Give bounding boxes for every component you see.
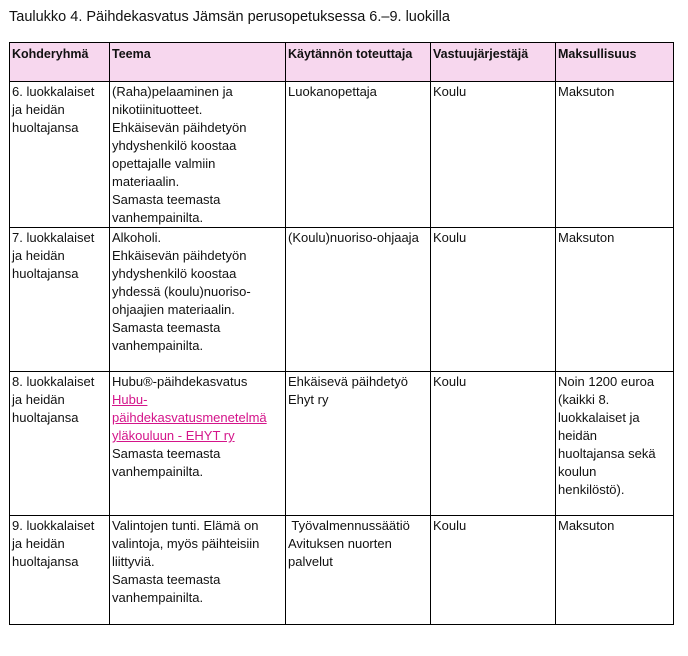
cell-line: Ehyt ry [288,392,329,407]
cell-line: koulun [558,464,597,479]
cell-organizer: Koulu [431,372,556,516]
cell-line: Alkoholi. [112,230,162,245]
cell-line: yhdyshenkilö koostaa [112,266,237,281]
cell-implementer [286,372,431,516]
cell-line: Samasta teemasta [112,572,221,587]
cell-line: luokkalaiset ja [558,410,640,425]
cell-theme [110,516,286,625]
header-theme: Teema [110,43,286,82]
cell-line: opettajalle valmiin [112,156,216,171]
cell-line: (Koulu)nuoriso-ohjaaja [288,230,419,245]
table-caption: Taulukko 4. Päihdekasvatus Jämsän perusopetuksessa 6.–9. luokilla [9,9,450,25]
cell-line: ja heidän [12,102,65,117]
cell-theme [110,372,286,516]
cell-cost [556,228,674,372]
header-row [10,43,674,82]
cell-line: henkilöstö). [558,482,625,497]
cell-cost [556,516,674,625]
cell-target-group [10,228,110,372]
header-organizer: Vastuujärjestäjä [431,43,556,82]
cell-line: huoltajansa [12,266,79,281]
cell-implementer [286,228,431,372]
cell-line: 6. luokkalaiset [12,84,95,99]
cell-line: liittyviä. [112,554,155,569]
substance-education-table [9,42,674,625]
table-row [10,372,674,516]
cell-line: Samasta teemasta [112,446,221,461]
cell-implementer [286,516,431,625]
link-line[interactable]: päihdekasvatusmenetelmä [112,410,267,425]
cell-line: materiaalin. [112,174,180,189]
cell-line: (kaikki 8. [558,392,610,407]
table-row [10,516,674,625]
cell-line: (Raha)pelaaminen ja [112,84,233,99]
cell-line: ja heidän [12,536,65,551]
cell-line: vanhempainilta. [112,590,204,605]
cell-line: Valintojen tunti. Elämä on [112,518,259,533]
cell-line: valintoja, myös päihteisiin [112,536,260,551]
header-implementer: Käytännön toteuttaja [286,43,431,82]
cell-implementer [286,82,431,228]
hubu-method-link[interactable] [112,391,283,445]
link-line[interactable]: Hubu- [112,392,148,407]
cell-line: palvelut [288,554,333,569]
cell-line: Luokanopettaja [288,84,377,99]
cell-line: nikotiinituotteet. [112,102,203,117]
cell-line: huoltajansa sekä [558,446,656,461]
cell-line: Avituksen nuorten [288,536,392,551]
cell-line: vanhempainilta. [112,338,204,353]
cell-line: Maksuton [558,84,615,99]
cell-line: ja heidän [12,392,65,407]
table-row [10,228,674,372]
cell-line: huoltajansa [12,410,79,425]
cell-line: 7. luokkalaiset [12,230,95,245]
cell-line: Ehkäisevän päihdetyön [112,248,247,263]
cell-line: Noin 1200 euroa [558,374,655,389]
cell-target-group [10,516,110,625]
cell-target-group [10,82,110,228]
cell-line: yhdessä (koulu)nuoriso- [112,284,251,299]
cell-line: ja heidän [12,248,65,263]
cell-line: Työvalmennussäätiö [288,518,410,533]
cell-cost [556,82,674,228]
cell-line: yhdyshenkilö koostaa [112,138,237,153]
cell-line: vanhempainilta. [112,464,204,479]
cell-theme [110,228,286,372]
cell-line: Hubu®-päihdekasvatus [112,374,248,389]
cell-line: Ehkäisevä päihdetyö [288,374,408,389]
cell-line: 8. luokkalaiset [12,374,95,389]
table-row [10,82,674,228]
cell-line: huoltajansa [12,554,79,569]
cell-line: 9. luokkalaiset [12,518,95,533]
cell-line: Maksuton [558,518,615,533]
cell-line: huoltajansa [12,120,79,135]
cell-line: vanhempainilta. [112,210,204,225]
cell-theme [110,82,286,228]
cell-line: heidän [558,428,598,443]
cell-cost [556,372,674,516]
cell-line: Samasta teemasta [112,192,221,207]
cell-organizer: Koulu [431,228,556,372]
cell-line: ohjaajien materiaalin. [112,302,235,317]
header-cost: Maksullisuus [556,43,674,82]
cell-organizer: Koulu [431,516,556,625]
cell-target-group [10,372,110,516]
cell-line: Samasta teemasta [112,320,221,335]
link-line[interactable]: yläkouluun - EHYT ry [112,428,235,443]
cell-organizer: Koulu [431,82,556,228]
cell-line: Ehkäisevän päihdetyön [112,120,247,135]
cell-line: Maksuton [558,230,615,245]
header-target-group: Kohderyhmä [10,43,110,82]
